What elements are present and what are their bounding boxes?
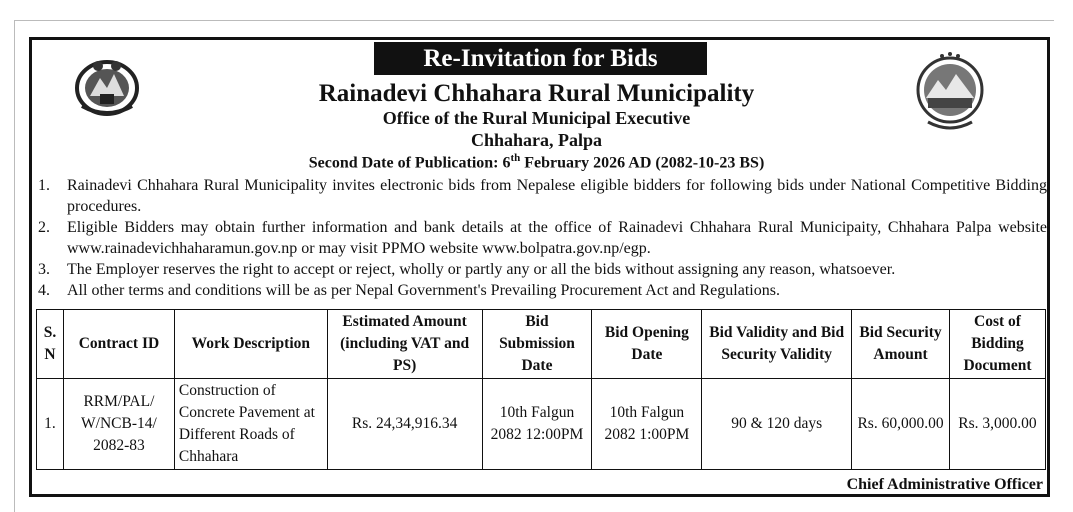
table-row bbox=[37, 379, 1046, 470]
signatory-title: Chief Administrative Officer bbox=[846, 476, 1043, 493]
cell-sn: 1. bbox=[37, 379, 64, 470]
notice-points bbox=[35, 175, 1047, 301]
office-location: Chhahara, Palpa bbox=[470, 130, 603, 150]
list-item: 2. Eligible Bidders may obtain further information and bank details at the office of Rainadevi Chhahara Rural Municipaity, Chhahara Palpa website www.rainadevichhaharamun.gov.np or may visit PPMO website www.bolpatra.gov.np/egp. bbox=[38, 219, 1047, 257]
cell-work-description: Construction of Concrete Pavement at Different Roads of Chhahara bbox=[174, 379, 327, 470]
office-name: Office of the Rural Municipal Executive bbox=[382, 108, 691, 128]
header-contract-id: Contract ID bbox=[63, 310, 174, 379]
cell-bid-submission-date: 10th Falgun 2082 12:00PM bbox=[482, 379, 592, 470]
notice-title: Re-Invitation for Bids bbox=[374, 42, 707, 75]
header-cost-of-document: Cost of Bidding Document bbox=[949, 310, 1045, 379]
header-bid-opening-date: Bid Opening Date bbox=[592, 310, 702, 379]
cell-cost-of-document: Rs. 3,000.00 bbox=[949, 379, 1045, 470]
organization-name: Rainadevi Chhahara Rural Municipality bbox=[318, 80, 755, 107]
publication-date: Second Date of Publication: 6th February 2026 AD (2082-10-23 BS) bbox=[308, 152, 765, 172]
bids-table bbox=[36, 309, 1046, 470]
header-estimated-amount: Estimated Amount (including VAT and PS) bbox=[327, 310, 482, 379]
list-item: 3. The Employer reserves the right to accept or reject, wholly or partly any or all the bids without assigning any reason, whatsoever. bbox=[38, 261, 896, 278]
page-top-rule bbox=[14, 20, 1054, 21]
list-item: 1. Rainadevi Chhahara Rural Municipality invites electronic bids from Nepalese eligible bidders for following bids under National Competitive Bidding procedures. bbox=[38, 177, 1047, 215]
list-item: 4. All other terms and conditions will be as per Nepal Government's Prevailing Procurement Act and Regulations. bbox=[38, 282, 780, 299]
header-bid-validity: Bid Validity and Bid Security Validity bbox=[702, 310, 852, 379]
cell-contract-id: RRM/PAL/ W/NCB-14/ 2082-83 bbox=[63, 379, 174, 470]
cell-bid-opening-date: 10th Falgun 2082 1:00PM bbox=[592, 379, 702, 470]
cell-bid-validity: 90 & 120 days bbox=[702, 379, 852, 470]
header-work-description: Work Description bbox=[174, 310, 327, 379]
table-header-row bbox=[37, 310, 1046, 379]
header-bid-security-amount: Bid Security Amount bbox=[852, 310, 950, 379]
cell-bid-security-amount: Rs. 60,000.00 bbox=[852, 379, 950, 470]
header-bid-submission-date: Bid Submission Date bbox=[482, 310, 592, 379]
header-sn: S. N bbox=[37, 310, 64, 379]
cell-estimated-amount: Rs. 24,34,916.34 bbox=[327, 379, 482, 470]
